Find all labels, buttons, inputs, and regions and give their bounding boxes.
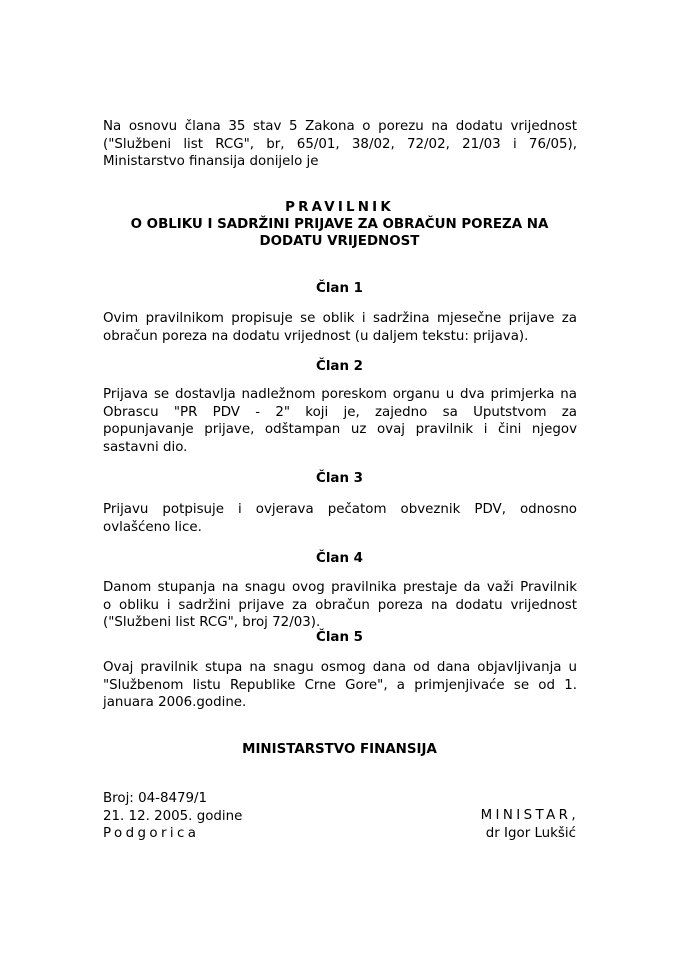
signatory-name: dr Igor Lukšić: [485, 825, 576, 841]
article-2-heading: Član 2: [316, 359, 363, 374]
article-1-line: Ovim pravilnikom propisuje se oblik i sadržina mjesečne prijave za: [103, 311, 577, 326]
article-3-line: ovlašćeno lice.: [103, 519, 202, 535]
article-5-line: januara 2006.godine.: [103, 695, 247, 710]
article-4-text: [103, 579, 577, 632]
document-date: 21. 12. 2005. godine: [103, 808, 243, 824]
article-3-line: Prijavu potpisuje i ovjerava pečatom obveznik PDV, odnosno: [103, 502, 577, 517]
article-2-line: Prijava se dostavlja nadležnom poreskom organu u dva primjerka na: [103, 387, 577, 402]
footer-right-block: [480, 807, 579, 842]
article-2-text: [103, 386, 577, 456]
document-number: Broj: 04-8479/1: [103, 791, 208, 806]
article-3-text: [103, 501, 577, 536]
article-3-heading: Član 3: [316, 471, 363, 486]
intro-paragraph: [103, 118, 577, 171]
article-4-heading: Član 4: [316, 551, 363, 566]
article-4-line: Danom stupanja na snagu ovog pravilnika prestaje da važi Pravilnik: [103, 580, 577, 595]
document-subtitle-line2: DODATU VRIJEDNOST: [259, 234, 420, 249]
article-1-heading: Član 1: [316, 281, 363, 296]
article-1-text: [103, 310, 577, 345]
article-1-line: obračun poreza na dodatu vrijednost (u daljem tekstu: prijava).: [103, 328, 529, 344]
article-2-line: popunjavanje prijave, odštampan uz ovaj pravilnik i čini njegov: [103, 422, 577, 437]
intro-line: Na osnovu člana 35 stav 5 Zakona o porezu na dodatu vrijednost: [103, 119, 577, 134]
article-4-line: ("Službeni list RCG", broj 72/03).: [103, 615, 321, 630]
article-2-line: Obrascu "PR PDV - 2" koji je, zajedno sa Uputstvom za: [103, 404, 577, 420]
ministry-name: MINISTARSTVO FINANSIJA: [242, 742, 437, 757]
signatory-role: MINISTAR,: [480, 808, 579, 823]
article-5-line: "Službenom listu Republike Crne Gore", a primjenjivaće se od 1.: [103, 677, 577, 693]
article-5-line: Ovaj pravilnik stupa na snagu osmog dana od dana objavljivanja u: [103, 660, 577, 675]
footer-left-block: [103, 790, 242, 843]
article-4-line: o obliku i sadržini prijave za obračun poreza na dodatu vrijednost: [103, 597, 577, 613]
document-subtitle-line1: O OBLIKU I SADRŽINI PRIJAVE ZA OBRAČUN POREZA NA: [130, 217, 549, 232]
article-2-line: sastavni dio.: [103, 439, 188, 455]
article-5-text: [103, 659, 577, 712]
intro-line: Ministarstvo finansija donijelo je: [103, 154, 319, 169]
article-5-heading: Član 5: [316, 630, 363, 645]
document-city: Podgorica: [103, 826, 200, 841]
document-title: PRAVILNIK: [285, 200, 394, 215]
intro-line: ("Službeni list RCG", br, 65/01, 38/02, 72/02, 21/03 i 76/05),: [103, 136, 577, 152]
